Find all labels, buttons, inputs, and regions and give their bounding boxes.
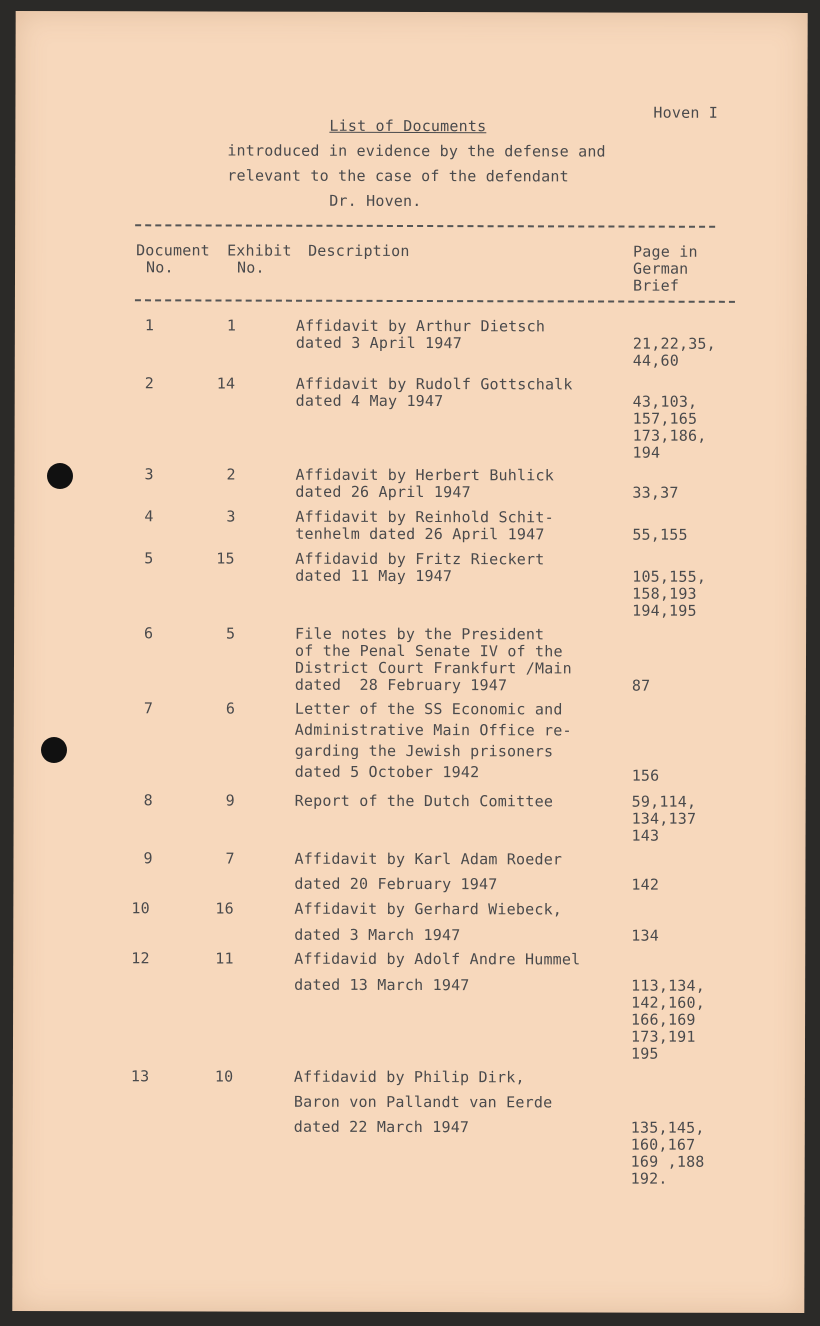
row-description-line: Baron von Pallandt van Eerde — [293, 1092, 553, 1112]
row-document-no: 7 — [143, 699, 154, 718]
row-document-no: 10 — [131, 899, 150, 918]
divider-header — [135, 299, 735, 303]
row-description-line: Affidavit by Karl Adam Roeder — [294, 849, 563, 869]
row-description-line: Administrative Main Office re- — [294, 720, 572, 740]
row-description-line: dated 28 February 1947 — [294, 675, 508, 695]
row-exhibit-no: 14 — [216, 374, 236, 393]
row-document-no: 2 — [144, 374, 154, 393]
row-document-no: 13 — [130, 1067, 150, 1086]
row-document-no: 6 — [144, 624, 154, 643]
row-description-line: dated 13 March 1947 — [294, 975, 470, 995]
row-description-line: District Court Frankfurt /Main — [294, 658, 572, 678]
defendant-name: Dr. Hoven. — [329, 191, 422, 211]
row-description-line: dated 20 February 1947 — [294, 874, 498, 894]
row-pages: 43,103, 157,165 173,186, 194 — [632, 392, 707, 462]
col-desc-header: Description — [308, 241, 410, 260]
row-description-line: dated 26 April 1947 — [295, 482, 471, 502]
row-document-no: 3 — [144, 465, 154, 484]
subtitle-line-1: introduced in evidence by the defense and — [227, 141, 606, 161]
row-description-line: dated 3 April 1947 — [295, 333, 463, 353]
col-doc-header-1: Document — [136, 241, 210, 260]
row-pages: 87 — [631, 676, 651, 695]
row-exhibit-no: 10 — [214, 1067, 234, 1086]
col-exh-header-1: Exhibit — [227, 241, 292, 260]
row-exhibit-no: 2 — [226, 465, 236, 484]
col-page-header-1: Page in — [633, 242, 698, 261]
row-pages: 113,134, 142,160, 166,169 173,191 195 — [630, 976, 706, 1063]
row-exhibit-no: 7 — [225, 849, 235, 868]
punch-hole-lower — [41, 737, 67, 763]
row-pages: 21,22,35, 44,60 — [632, 334, 716, 370]
row-description-line: of the Penal Senate IV of the — [295, 641, 563, 661]
row-description-line: Affidavid by Philip Dirk, — [293, 1067, 525, 1087]
row-document-no: 5 — [144, 549, 154, 568]
row-pages: 55,155 — [632, 525, 688, 544]
col-page-header-2: German — [633, 259, 689, 278]
row-pages: 134 — [631, 926, 660, 945]
row-pages: 33,37 — [632, 483, 679, 502]
row-description-line: Affidavid by Adolf Andre Hummel — [294, 949, 581, 969]
row-document-no: 8 — [143, 791, 153, 810]
row-document-no: 4 — [144, 507, 154, 526]
document-ref: Hoven I — [653, 103, 719, 122]
row-description-line: garding the Jewish prisoners — [294, 741, 554, 761]
col-exh-header-2: No. — [237, 258, 265, 277]
row-description-line: dated 5 October 1942 — [294, 762, 480, 782]
punch-hole-upper — [47, 463, 73, 489]
row-description-line: dated 11 May 1947 — [295, 566, 453, 586]
row-description-line: Affidavit by Reinhold Schit- — [295, 507, 554, 527]
row-description-line: File notes by the President — [295, 624, 545, 644]
row-description-line: Affidavit by Gerhard Wiebeck, — [294, 899, 563, 919]
row-exhibit-no: 9 — [225, 791, 235, 810]
divider-top — [135, 224, 715, 228]
row-description-line: Letter of the SS Economic and — [294, 699, 563, 719]
row-pages: 135,145, 160,167 169 ,188 192. — [630, 1118, 705, 1188]
row-exhibit-no: 1 — [226, 316, 237, 335]
row-description-line: dated 4 May 1947 — [295, 391, 444, 411]
row-exhibit-no: 6 — [225, 699, 236, 718]
row-description-line: tenhelm dated 26 April 1947 — [295, 524, 545, 544]
row-document-no: 12 — [131, 949, 150, 968]
col-doc-header-2: No. — [146, 258, 174, 277]
row-description-line: Report of the Dutch Comittee — [294, 791, 554, 811]
col-page-header-3: Brief — [632, 276, 680, 295]
document-page — [12, 11, 807, 1313]
row-description-line: dated 3 March 1947 — [294, 925, 461, 945]
row-exhibit-no: 15 — [216, 549, 235, 568]
row-pages: 156 — [631, 766, 660, 785]
row-description-line: Affidavid by Fritz Rieckert — [295, 549, 545, 569]
subtitle-line-2: relevant to the case of the defendant — [227, 166, 569, 186]
row-exhibit-no: 3 — [226, 507, 236, 526]
row-exhibit-no: 16 — [215, 899, 234, 918]
row-pages: 142 — [631, 875, 660, 894]
row-pages: 105,155, 158,193 194,195 — [632, 567, 707, 620]
row-pages: 59,114, 134,137 143 — [631, 792, 697, 845]
row-description-line: dated 22 March 1947 — [293, 1117, 470, 1137]
row-description-line: Affidavit by Herbert Buhlick — [295, 465, 554, 485]
row-document-no: 1 — [144, 316, 155, 335]
document-title: List of Documents — [329, 116, 487, 136]
row-description-line: Affidavit by Rudolf Gottschalk — [295, 374, 573, 394]
row-document-no: 9 — [143, 849, 153, 868]
row-exhibit-no: 11 — [215, 949, 234, 968]
row-exhibit-no: 5 — [226, 624, 236, 643]
row-description-line: Affidavit by Arthur Dietsch — [295, 316, 546, 336]
